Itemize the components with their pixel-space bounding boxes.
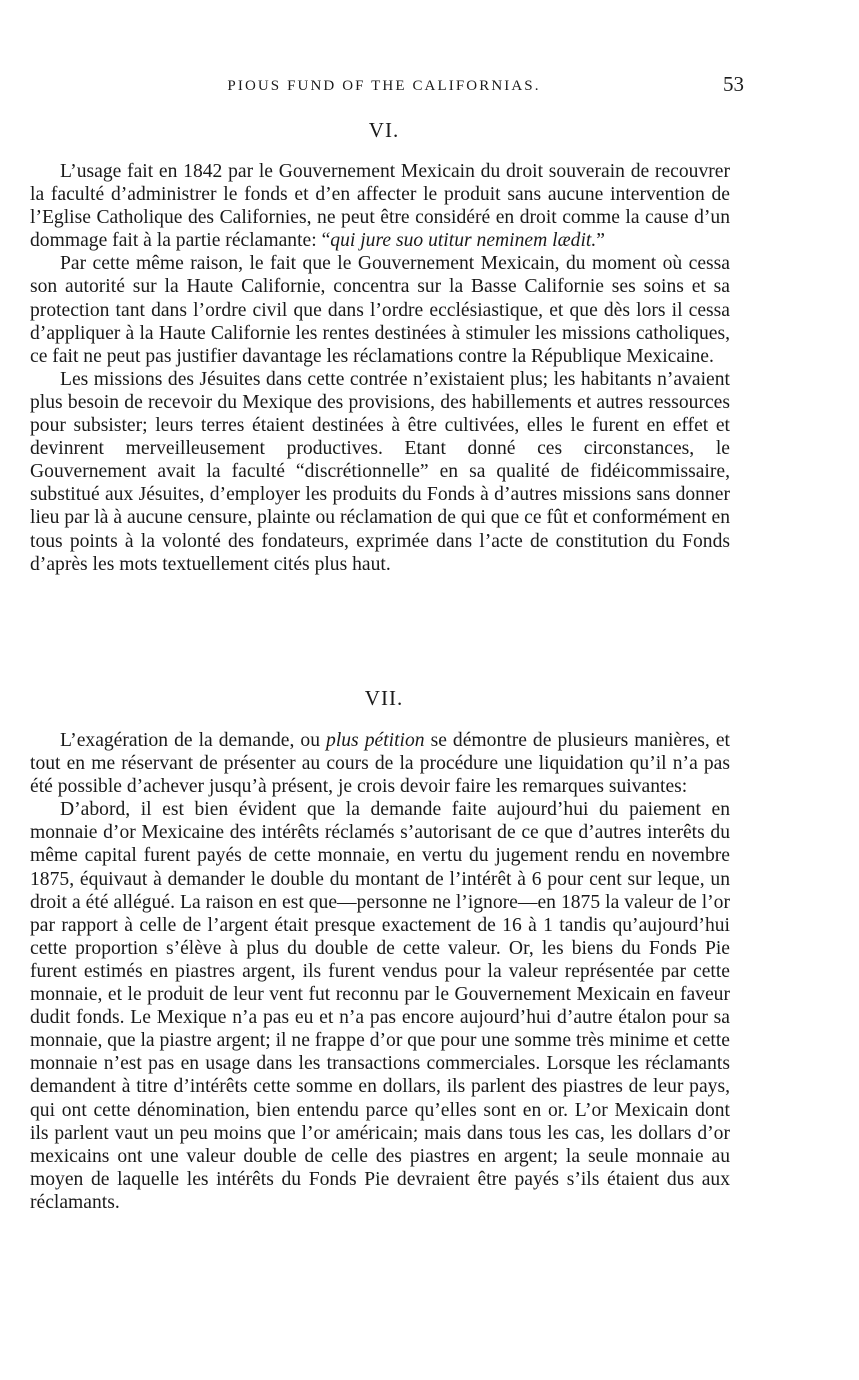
paragraph-text: L’usage fait en 1842 par le Gouvernement Mexicain du droit souverain de recouvrer la faculté d’administrer le fonds et d’en affecter le produit sans aucune intervention de l’Eglise Catholique des Californies, ne peut être considéré en droit comme la cause d’un dommage fait à la partie réclamante: “ <box>30 161 730 252</box>
section-heading-vii: VII. <box>364 686 404 710</box>
running-title: PIOUS FUND OF THE CALIFORNIAS. <box>227 78 541 94</box>
book-page <box>30 0 744 1380</box>
section-vi-body <box>30 160 730 576</box>
italic-term: plus pétition <box>326 730 425 751</box>
running-head <box>30 72 744 102</box>
paragraph: Les missions des Jésuites dans cette contrée n’existaient plus; les habitants n’avaient plus besoin de recevoir du Mexique des provisions, des habillements et autres ressources pour subsister; leurs terres étaient destinées à être cultivées, elles le furent en effet et devinrent merveilleusement productives. Etant donné ces circonstances, le Gouvernement avait la faculté “discrétionnelle” en sa qualité de fidéicommissaire, substitué aux Jésuites, d’employer les produits du Fonds à d’autres missions sans donner lieu par là à aucune censure, plainte ou réclamation de qui que ce fût et conformément en tous points à la volonté des fondateurs, exprimée dans l’acte de constitution du Fonds d’après les mots textuellement cités plus haut. <box>30 368 730 575</box>
paragraph-text: L’exagération de la demande, ou <box>60 730 327 751</box>
latin-maxim: qui jure suo utitur neminem lædit. <box>330 230 597 252</box>
page-number: 53 <box>723 72 744 96</box>
paragraph: Par cette même raison, le fait que le Gouvernement Mexicain, du moment où cessa son autorité sur la Haute Californie, concentra sur la Basse Californie ses soins et sa protection tant dans l’ordre civil que dans l’ordre ecclésiastique, et que dès lors il cessa d’appliquer à la Haute Californie les rentes destinées à stimuler les missions catholiques, ce fait ne peut pas justifier davantage les réclamations contre la République Mexicaine. <box>30 253 730 367</box>
paragraph: D’abord, il est bien évident que la demande faite aujourd’hui du paiement en monnaie d’or Mexicaine des intérêts réclamés s’autorisant de ce que d’autres interêts du même capital furent payés de cette monnaie, en vertu du jugement rendu en novembre 1875, équivaut à demander le double du montant de l’intérêt à 6 pour cent sur leque, un droit a été allégué. La raison en est que—personne ne l’ignore—en 1875 la valeur de l’or par rapport à celle de l’argent était presque exactement de 16 à 1 tandis qu’aujourd’hui cette proportion s’élève à plus du double de cette valeur. Or, les biens du Fonds Pie furent estimés en piastres argent, ils furent vendus pour la valeur représentée par cette monnaie, et le produit de leur vent fut reconnu par le Gouvernement Mexicain en faveur dudit fonds. Le Mexique n’a pas eu et n’a pas encore aujourd’hui d’autre étalon pour sa monnaie, que la piastre argent; il ne frappe d’or que pour une somme très minime et cette monnaie n’est pas en usage dans les transactions commerciales. Lorsque les réclamants demandent à titre d’intérêts cette somme en dollars, ils parlent des piastres de leur pays, qui ont cette dénomination, bien entendu parce qu’elles sont en or. L’or Mexicain dont ils parlent vaut un peu moins que l’or américain; mais dans tous les cas, les dollars d’or mexicains ont une valeur double de celle des piastres en argent; la seule monnaie au moyen de laquelle les intérêts du Fonds Pie devraient être payés s’ils étaient dus aux réclamants. <box>30 799 730 1213</box>
paragraph-text: se démontre de plusieurs manières, et tout en me réservant de présenter au cours de la procédure une liquidation qu’il n’a pas été possible d’achever jusqu’à présent, je crois devoir faire les remarques suivantes: <box>30 730 730 798</box>
section-heading-vi: VI. <box>368 118 400 142</box>
paragraph <box>30 160 730 252</box>
section-vii-body <box>30 729 730 1214</box>
paragraph <box>30 729 730 798</box>
closing-quote: ” <box>596 230 605 252</box>
